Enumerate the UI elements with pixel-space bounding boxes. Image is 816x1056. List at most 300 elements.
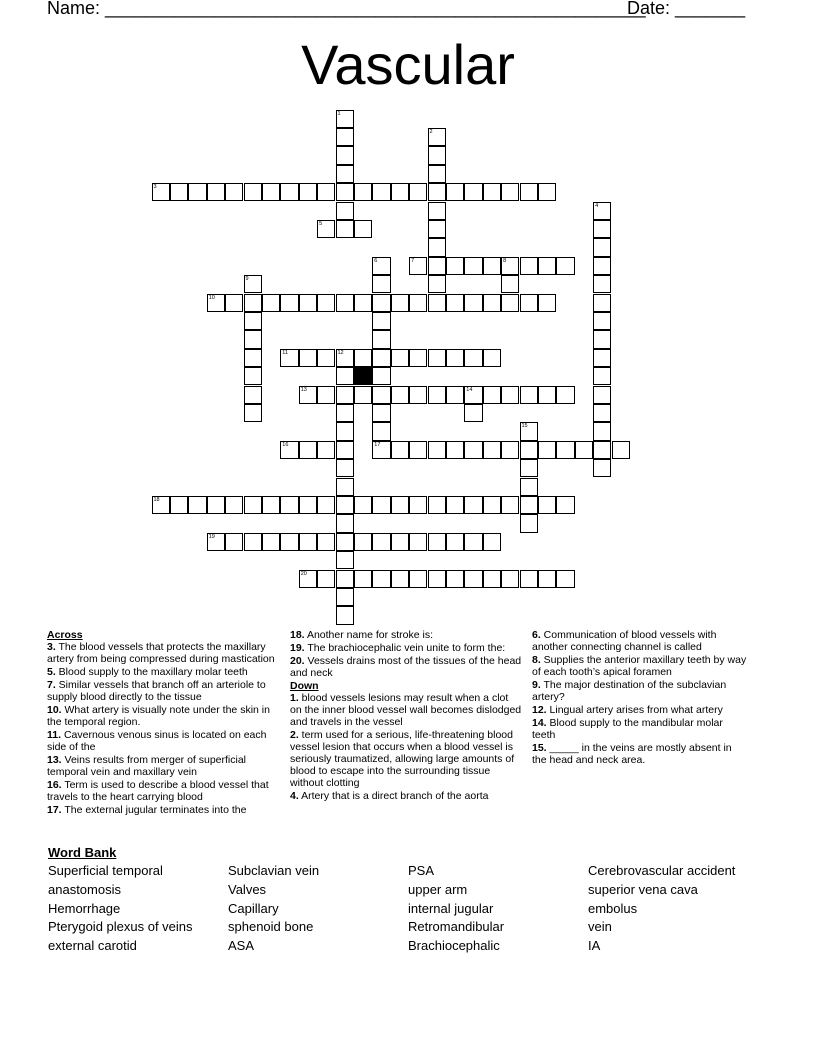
grid-cell[interactable] xyxy=(152,183,170,201)
grid-cell[interactable] xyxy=(593,404,611,422)
clue xyxy=(290,790,522,802)
clue xyxy=(532,704,747,716)
grid-cell[interactable] xyxy=(428,533,446,551)
grid-cell[interactable] xyxy=(483,294,501,312)
grid-cell[interactable] xyxy=(391,533,409,551)
word-bank-entry: sphenoid bone xyxy=(228,919,314,935)
grid-cell[interactable] xyxy=(372,257,390,275)
word-bank-entry: Valves xyxy=(228,881,267,897)
word-bank-entry: Hemorrhage xyxy=(48,900,121,916)
grid-cell[interactable] xyxy=(299,496,317,514)
grid-cell[interactable] xyxy=(446,386,464,404)
grid-cell[interactable] xyxy=(280,294,298,312)
grid-cell[interactable] xyxy=(336,606,354,624)
grid-cell[interactable] xyxy=(520,496,538,514)
grid-cell[interactable] xyxy=(280,441,298,459)
grid-cell[interactable] xyxy=(501,441,519,459)
grid-cell[interactable] xyxy=(593,202,611,220)
word-bank-entry: Brachiocephalic xyxy=(408,938,500,954)
grid-cell[interactable] xyxy=(336,441,354,459)
grid-cell[interactable] xyxy=(464,257,482,275)
clue xyxy=(47,779,277,803)
grid-cell[interactable] xyxy=(428,349,446,367)
grid-cell[interactable] xyxy=(244,533,262,551)
clue-number: 15 xyxy=(521,423,528,430)
grid-cell[interactable] xyxy=(538,257,556,275)
grid-cell[interactable] xyxy=(317,386,335,404)
grid-cell[interactable] xyxy=(372,533,390,551)
down-heading: Down xyxy=(290,680,319,692)
word-bank-entry: Pterygoid plexus of veins xyxy=(48,919,193,935)
grid-cell[interactable] xyxy=(207,496,225,514)
grid-cell[interactable] xyxy=(593,220,611,238)
word-bank-entry: Superficial temporal xyxy=(48,863,163,878)
clue-number: 20 xyxy=(300,570,307,577)
clue-text: The blood vessels that protects the maxillary artery from being compressed during mastication xyxy=(47,641,275,665)
grid-cell[interactable] xyxy=(336,422,354,440)
clue-number: 17. xyxy=(47,804,62,816)
grid-cell[interactable] xyxy=(225,496,243,514)
clue-number: 16. xyxy=(47,779,62,791)
clue xyxy=(290,629,522,641)
grid-cell[interactable] xyxy=(336,146,354,164)
grid-cell[interactable] xyxy=(336,183,354,201)
grid-cell[interactable] xyxy=(262,496,280,514)
word-bank-entry: anastomosis xyxy=(48,881,121,897)
grid-cell[interactable] xyxy=(336,478,354,496)
clue xyxy=(47,679,277,703)
clue-number: 2 xyxy=(429,128,433,135)
grid-cell[interactable] xyxy=(483,349,501,367)
grid-cell[interactable] xyxy=(299,533,317,551)
grid-cell[interactable] xyxy=(593,422,611,440)
clue xyxy=(532,742,747,766)
page-title: Vascular xyxy=(301,33,515,96)
clue-text: _____ in the veins are mostly absent in the head and neck area. xyxy=(532,742,732,766)
grid-cell[interactable] xyxy=(538,441,556,459)
grid-cell[interactable] xyxy=(336,386,354,404)
grid-cell[interactable] xyxy=(446,496,464,514)
grid-cell[interactable] xyxy=(372,312,390,330)
grid-cell[interactable] xyxy=(501,570,519,588)
grid-cell[interactable] xyxy=(538,496,556,514)
clue xyxy=(532,679,747,703)
grid-cell[interactable] xyxy=(446,570,464,588)
clue-number: 19. xyxy=(290,642,305,654)
grid-cell[interactable] xyxy=(262,294,280,312)
grid-cell[interactable] xyxy=(464,533,482,551)
clue-number: 16 xyxy=(282,441,289,448)
clue-number: 18 xyxy=(153,496,160,503)
grid-cell[interactable] xyxy=(225,533,243,551)
grid-cell[interactable] xyxy=(280,533,298,551)
grid-cell[interactable] xyxy=(464,386,482,404)
grid-cell[interactable] xyxy=(520,459,538,477)
grid-cell[interactable] xyxy=(538,386,556,404)
grid-cell[interactable] xyxy=(336,514,354,532)
word-bank-entry: vein xyxy=(588,919,612,935)
word-bank-entry: Retromandibular xyxy=(408,919,505,935)
grid-cell[interactable] xyxy=(446,349,464,367)
grid-cell[interactable] xyxy=(464,570,482,588)
grid-cell[interactable] xyxy=(391,386,409,404)
grid-cell[interactable] xyxy=(244,404,262,422)
grid-cell[interactable] xyxy=(299,294,317,312)
grid-cell[interactable] xyxy=(244,183,262,201)
grid-cell[interactable] xyxy=(336,294,354,312)
clue-text: Veins results from merger of superficial temporal vein and maxillary vein xyxy=(47,754,247,778)
grid-cell[interactable] xyxy=(538,570,556,588)
clue-number: 19 xyxy=(208,533,215,540)
grid-cell[interactable] xyxy=(354,294,372,312)
grid-cell[interactable] xyxy=(317,183,335,201)
grid-cell[interactable] xyxy=(317,496,335,514)
grid-cell[interactable] xyxy=(501,183,519,201)
clue-number: 3. xyxy=(47,641,56,653)
grid-cell[interactable] xyxy=(538,294,556,312)
grid-cell[interactable] xyxy=(593,441,611,459)
grid-cell[interactable] xyxy=(556,570,574,588)
date-field: Date: _______ xyxy=(627,0,746,18)
grid-cell[interactable] xyxy=(575,441,593,459)
word-bank-entry: Subclavian vein xyxy=(228,863,320,878)
grid-cell[interactable] xyxy=(391,570,409,588)
grid-cell[interactable] xyxy=(280,349,298,367)
grid-cell[interactable] xyxy=(556,386,574,404)
grid-cell[interactable] xyxy=(372,330,390,348)
grid-cell[interactable] xyxy=(593,459,611,477)
grid-cell[interactable] xyxy=(336,496,354,514)
grid-cell[interactable] xyxy=(520,422,538,440)
clue-number: 7 xyxy=(411,257,415,264)
clue-text: Blood supply to the maxillary molar teeth xyxy=(55,666,248,678)
clue xyxy=(290,655,522,679)
clue-number: 14 xyxy=(466,386,473,393)
grid-cell[interactable] xyxy=(428,183,446,201)
clue-text: Lingual artery arises from what artery xyxy=(546,704,723,716)
grid-cell[interactable] xyxy=(317,441,335,459)
grid-cell[interactable] xyxy=(354,570,372,588)
grid-cell[interactable] xyxy=(409,496,427,514)
grid-cell[interactable] xyxy=(207,183,225,201)
clue-text: What artery is visually note under the skin in the temporal region. xyxy=(47,704,270,728)
grid-cell[interactable] xyxy=(336,367,354,385)
down-clue-list xyxy=(290,692,522,802)
grid-cell[interactable] xyxy=(336,220,354,238)
grid-cell[interactable] xyxy=(317,349,335,367)
grid-cell[interactable] xyxy=(483,496,501,514)
clue-number: 5. xyxy=(47,666,56,678)
grid-cell[interactable] xyxy=(446,533,464,551)
grid-cell[interactable] xyxy=(593,294,611,312)
grid-cell[interactable] xyxy=(556,441,574,459)
grid-cell[interactable] xyxy=(225,183,243,201)
grid-cell[interactable] xyxy=(317,294,335,312)
grid-cell[interactable] xyxy=(593,386,611,404)
grid-cell[interactable] xyxy=(244,275,262,293)
grid-cell[interactable] xyxy=(428,275,446,293)
grid-cell[interactable] xyxy=(372,183,390,201)
grid-cell[interactable] xyxy=(262,183,280,201)
grid-cell[interactable] xyxy=(299,386,317,404)
word-bank-entry: external carotid xyxy=(48,938,137,954)
grid-cell[interactable] xyxy=(409,349,427,367)
grid-cell[interactable] xyxy=(428,128,446,146)
grid-cell[interactable] xyxy=(428,220,446,238)
clue-number: 13. xyxy=(47,754,62,766)
clue xyxy=(47,641,277,665)
grid-cell[interactable] xyxy=(593,275,611,293)
grid-cell[interactable] xyxy=(464,349,482,367)
word-bank-entry: upper arm xyxy=(408,881,468,897)
clue xyxy=(47,754,277,778)
grid-cell[interactable] xyxy=(317,570,335,588)
grid-cell[interactable] xyxy=(428,496,446,514)
clue xyxy=(47,729,277,753)
grid-cell[interactable] xyxy=(409,570,427,588)
clue-number: 4 xyxy=(595,202,599,209)
clue-text: The brachiocephalic vein unite to form the: xyxy=(304,642,506,654)
grid-cell[interactable] xyxy=(336,404,354,422)
grid-cell[interactable] xyxy=(372,441,390,459)
grid-cell[interactable] xyxy=(409,533,427,551)
grid-cell[interactable] xyxy=(207,294,225,312)
grid-cell[interactable] xyxy=(593,238,611,256)
grid-cell[interactable] xyxy=(299,570,317,588)
grid-cell[interactable] xyxy=(336,570,354,588)
clue-text: Another name for stroke is: xyxy=(304,629,434,641)
grid-cell[interactable] xyxy=(391,183,409,201)
grid-cell[interactable] xyxy=(428,238,446,256)
grid-cell[interactable] xyxy=(409,294,427,312)
grid-cell[interactable] xyxy=(317,220,335,238)
clue-number: 11. xyxy=(47,729,62,741)
grid-cell[interactable] xyxy=(372,275,390,293)
grid-cell[interactable] xyxy=(336,533,354,551)
grid-cell[interactable] xyxy=(538,183,556,201)
clue-number: 14. xyxy=(532,717,547,729)
grid-cell[interactable] xyxy=(464,496,482,514)
grid-cell[interactable] xyxy=(593,257,611,275)
grid-cell[interactable] xyxy=(409,441,427,459)
clue-number: 8. xyxy=(532,654,541,666)
grid-cell[interactable] xyxy=(593,330,611,348)
clue-number: 1. xyxy=(290,692,299,704)
grid-cell[interactable] xyxy=(483,441,501,459)
grid-cell[interactable] xyxy=(483,570,501,588)
grid-cell[interactable] xyxy=(372,386,390,404)
grid-cell[interactable] xyxy=(391,441,409,459)
grid-cell[interactable] xyxy=(593,312,611,330)
across-clue-list-cont xyxy=(290,629,522,679)
clue xyxy=(532,629,747,653)
clue-number: 8 xyxy=(503,257,507,264)
grid-cell[interactable] xyxy=(593,349,611,367)
grid-cell[interactable] xyxy=(280,183,298,201)
clue-number: 6. xyxy=(532,629,541,641)
grid-cell[interactable] xyxy=(520,183,538,201)
grid-cell[interactable] xyxy=(372,294,390,312)
clue xyxy=(47,704,277,728)
clue-number: 17 xyxy=(374,441,381,448)
grid-cell[interactable] xyxy=(501,386,519,404)
grid-cell[interactable] xyxy=(556,496,574,514)
clue-number: 12. xyxy=(532,704,547,716)
word-bank-entry: Cerebrovascular accident xyxy=(588,863,736,878)
grid-cell[interactable] xyxy=(336,128,354,146)
grid-cell[interactable] xyxy=(354,349,372,367)
grid-cell[interactable] xyxy=(170,183,188,201)
grid-cell[interactable] xyxy=(372,404,390,422)
grid-cell[interactable] xyxy=(336,551,354,569)
grid-cell[interactable] xyxy=(428,441,446,459)
clue-number: 9. xyxy=(532,679,541,691)
grid-cell[interactable] xyxy=(299,183,317,201)
grid-cell[interactable] xyxy=(446,294,464,312)
grid-cell[interactable] xyxy=(483,386,501,404)
grid-cell[interactable] xyxy=(299,441,317,459)
grid-cell[interactable] xyxy=(372,570,390,588)
grid-cell[interactable] xyxy=(262,533,280,551)
grid-cell[interactable] xyxy=(372,367,390,385)
clue xyxy=(290,729,522,789)
word-bank-entry: IA xyxy=(588,938,601,954)
clue xyxy=(290,692,522,728)
grid-cell[interactable] xyxy=(336,459,354,477)
grid-cell[interactable] xyxy=(520,514,538,532)
grid-cell[interactable] xyxy=(464,294,482,312)
grid-cell[interactable] xyxy=(520,386,538,404)
clue-number: 6 xyxy=(374,257,378,264)
grid-cell[interactable] xyxy=(483,257,501,275)
grid-cell[interactable] xyxy=(354,220,372,238)
clue xyxy=(47,666,277,678)
clue-text: Vessels drains most of the tissues of the head and neck xyxy=(290,655,522,679)
grid-cell[interactable] xyxy=(556,257,574,275)
grid-cell[interactable] xyxy=(354,496,372,514)
across-heading: Across xyxy=(47,629,83,641)
grid-cell[interactable] xyxy=(336,588,354,606)
grid-cell[interactable] xyxy=(244,330,262,348)
grid-cell[interactable] xyxy=(520,294,538,312)
grid-cell[interactable] xyxy=(409,257,427,275)
grid-cell[interactable] xyxy=(520,441,538,459)
grid-cell[interactable] xyxy=(372,349,390,367)
grid-cell[interactable] xyxy=(336,110,354,128)
grid-cell[interactable] xyxy=(428,165,446,183)
clue-number: 13 xyxy=(300,386,307,393)
grid-cell[interactable] xyxy=(593,367,611,385)
grid-cell[interactable] xyxy=(244,349,262,367)
word-bank-entry: Capillary xyxy=(228,900,279,916)
word-bank-entry: ASA xyxy=(228,938,255,954)
grid-cell[interactable] xyxy=(391,496,409,514)
grid-cell[interactable] xyxy=(317,533,335,551)
grid-cell[interactable] xyxy=(446,441,464,459)
grid-cell[interactable] xyxy=(336,165,354,183)
across-clue-list xyxy=(47,641,277,816)
grid-cell[interactable] xyxy=(520,257,538,275)
clue-text: Similar vessels that branch off an arteriole to supply blood directly to the tissue xyxy=(47,679,266,703)
grid-cell[interactable] xyxy=(391,294,409,312)
down-clue-list-cont xyxy=(532,629,747,766)
grid-cell[interactable] xyxy=(244,496,262,514)
grid-cell[interactable] xyxy=(483,533,501,551)
grid-cell[interactable] xyxy=(464,441,482,459)
grid-cell[interactable] xyxy=(280,496,298,514)
grid-cell[interactable] xyxy=(188,183,206,201)
grid-cell[interactable] xyxy=(520,570,538,588)
clue-text: Artery that is a direct branch of the aorta xyxy=(298,790,489,802)
grid-cell[interactable] xyxy=(464,183,482,201)
grid-cell[interactable] xyxy=(244,386,262,404)
grid-cell[interactable] xyxy=(409,386,427,404)
grid-cell[interactable] xyxy=(372,422,390,440)
grid-cell[interactable] xyxy=(520,478,538,496)
grid-cell[interactable] xyxy=(336,202,354,220)
grid-cell[interactable] xyxy=(244,367,262,385)
grid-cell[interactable] xyxy=(188,496,206,514)
grid-cell[interactable] xyxy=(483,183,501,201)
clue-text: Blood supply to the mandibular molar teeth xyxy=(532,717,723,741)
grid-cell[interactable] xyxy=(354,183,372,201)
clue-number: 15. xyxy=(532,742,547,754)
clues-column-3 xyxy=(532,629,747,767)
grid-cell[interactable] xyxy=(354,533,372,551)
clue-number: 10 xyxy=(208,294,215,301)
word-bank-entry: internal jugular xyxy=(408,900,494,916)
grid-cell[interactable] xyxy=(428,146,446,164)
grid-cell[interactable] xyxy=(354,386,372,404)
grid-cell[interactable] xyxy=(501,275,519,293)
grid-cell[interactable] xyxy=(409,183,427,201)
grid-cell[interactable] xyxy=(428,386,446,404)
grid-cell[interactable] xyxy=(428,202,446,220)
clue-number: 3 xyxy=(153,184,157,191)
clue-number: 20. xyxy=(290,655,305,667)
clue xyxy=(532,717,747,741)
grid-cell[interactable] xyxy=(612,441,630,459)
grid-cell[interactable] xyxy=(391,349,409,367)
grid-cell[interactable] xyxy=(501,496,519,514)
clues-column-2 xyxy=(290,629,522,803)
grid-cell[interactable] xyxy=(170,496,188,514)
grid-cell[interactable] xyxy=(428,257,446,275)
grid-cell[interactable] xyxy=(501,257,519,275)
name-field: Name: ______________________________________________________ xyxy=(47,0,646,18)
clue-number: 2. xyxy=(290,729,299,741)
word-bank xyxy=(48,862,788,962)
grid-cell[interactable] xyxy=(299,349,317,367)
grid-cell[interactable] xyxy=(428,570,446,588)
grid-cell[interactable] xyxy=(152,496,170,514)
grid-cell[interactable] xyxy=(446,257,464,275)
grid-cell[interactable] xyxy=(446,183,464,201)
grid-cell[interactable] xyxy=(244,294,262,312)
grid-cell[interactable] xyxy=(501,294,519,312)
grid-cell[interactable] xyxy=(464,404,482,422)
clue xyxy=(290,642,522,654)
grid-cell[interactable] xyxy=(225,294,243,312)
clue-number: 11 xyxy=(282,349,289,356)
grid-cell[interactable] xyxy=(428,294,446,312)
grid-cell[interactable] xyxy=(207,533,225,551)
clue-number: 18. xyxy=(290,629,305,641)
grid-cell[interactable] xyxy=(244,312,262,330)
grid-cell[interactable] xyxy=(336,349,354,367)
grid-cell[interactable] xyxy=(372,496,390,514)
clue-number: 4. xyxy=(290,790,299,802)
